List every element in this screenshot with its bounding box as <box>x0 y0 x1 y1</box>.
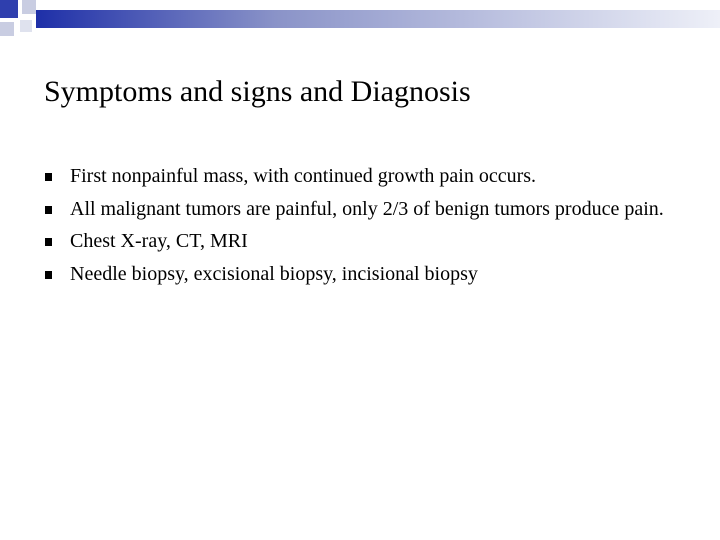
corner-square-light <box>20 20 32 32</box>
corner-decoration <box>0 0 80 60</box>
list-item <box>44 193 684 225</box>
bullet-text: All malignant tumors are painful, only 2/3 of benign tumors produce pain. <box>70 198 664 220</box>
corner-square-gray <box>22 0 36 14</box>
square-bullet-icon <box>45 238 52 246</box>
slide-title: Symptoms and signs and Diagnosis <box>44 75 471 108</box>
square-bullet-icon <box>45 173 52 181</box>
corner-square-blue <box>0 0 18 18</box>
list-item <box>44 258 684 291</box>
bullet-list <box>44 160 684 291</box>
top-gradient-band <box>36 10 720 28</box>
bullet-text: Needle biopsy, excisional biopsy, incisional biopsy <box>70 263 478 285</box>
corner-square-gray <box>0 22 14 36</box>
bullet-text: Chest X-ray, CT, MRI <box>70 230 248 252</box>
square-bullet-icon <box>45 206 52 214</box>
bullet-text: First nonpainful mass, with continued growth pain occurs. <box>70 165 537 187</box>
list-item <box>44 160 684 193</box>
square-bullet-icon <box>45 271 52 279</box>
list-item <box>44 225 684 258</box>
